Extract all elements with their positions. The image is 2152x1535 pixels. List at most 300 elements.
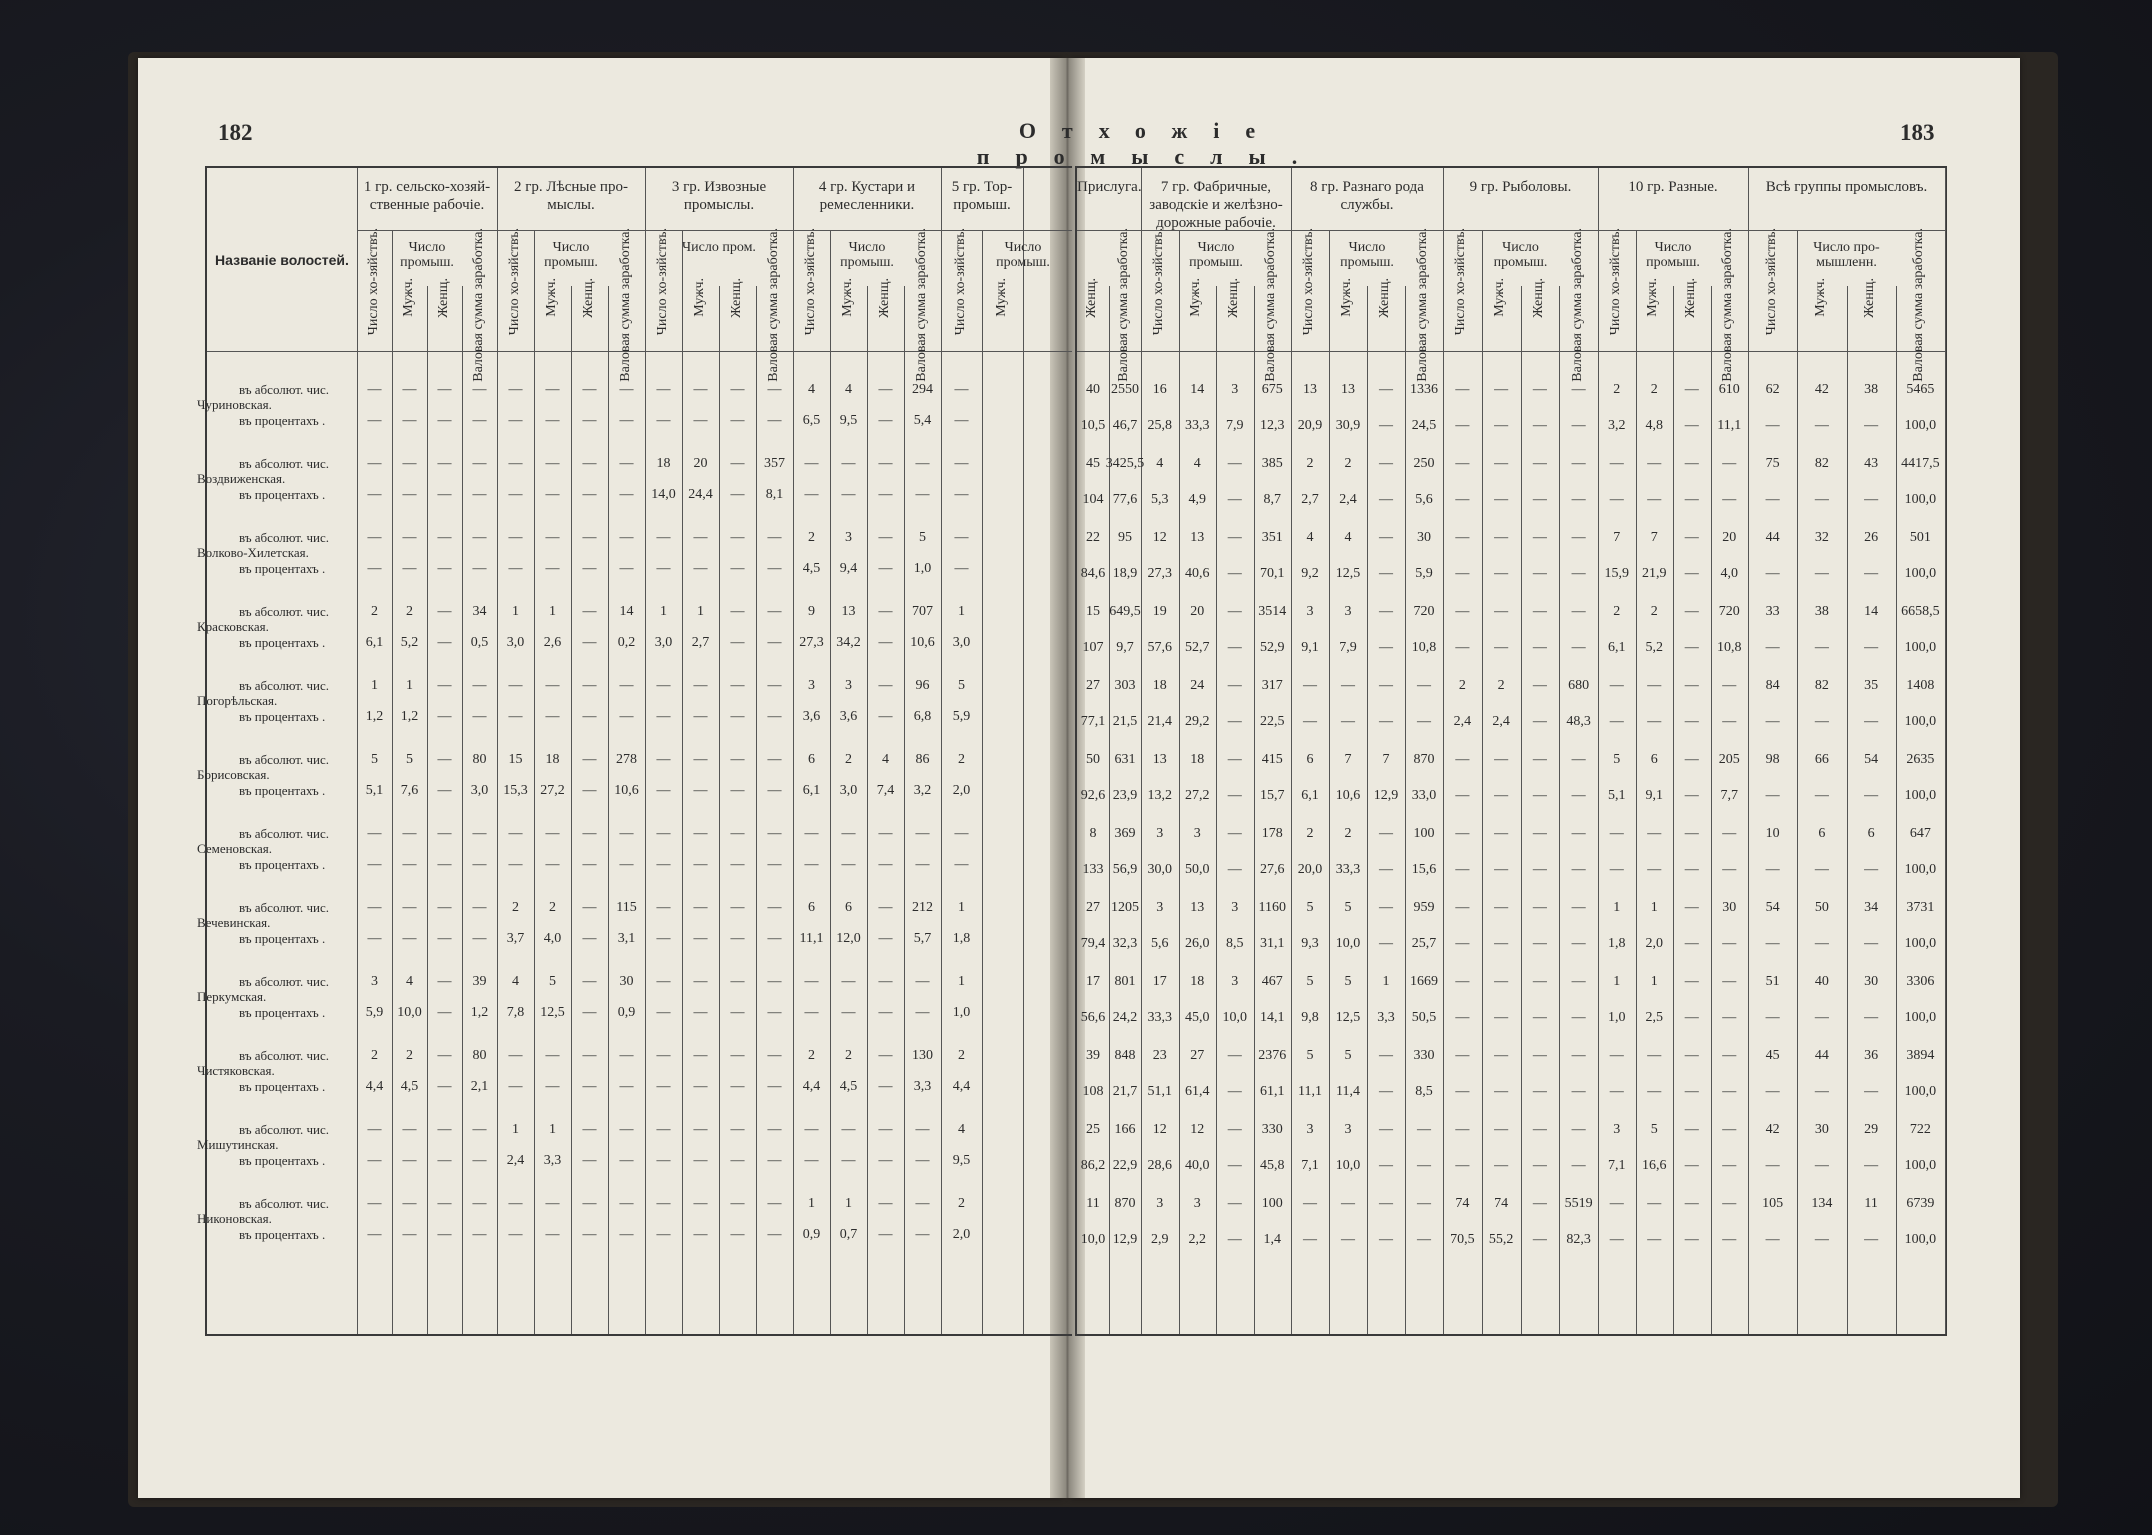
table-cell: 5519 xyxy=(1564,1196,1593,1211)
table-cell: — xyxy=(954,487,969,502)
table-cell: — xyxy=(1227,1048,1242,1063)
table-cell: 12,5 xyxy=(1335,566,1361,581)
table-cell: — xyxy=(1571,1158,1586,1173)
table-cell: 3,2 xyxy=(913,783,932,798)
table-cell: — xyxy=(1532,1158,1547,1173)
table-cell: 10,6 xyxy=(614,783,639,798)
table-cell: — xyxy=(1647,862,1662,877)
table-cell: 18 xyxy=(1190,974,1205,989)
table-cell: — xyxy=(1379,1232,1393,1247)
table-cell: — xyxy=(1684,382,1699,397)
table-cell: 133 xyxy=(1082,862,1104,877)
table-cell: — xyxy=(1455,604,1470,619)
table-cell: — xyxy=(1814,1232,1829,1247)
table-cell: 130 xyxy=(912,1048,933,1063)
table-cell: 26,0 xyxy=(1185,936,1210,951)
table-cell: — xyxy=(767,678,782,693)
table-cell: — xyxy=(1455,752,1470,767)
table-cell: — xyxy=(1494,900,1509,915)
table-cell: 3,0 xyxy=(506,635,525,650)
num-workers-header: Число промыш. xyxy=(544,240,598,270)
table-cell: — xyxy=(656,1153,671,1168)
table-cell: — xyxy=(1722,862,1737,877)
table-cell: 80 xyxy=(472,752,487,767)
table-cell: — xyxy=(1494,1084,1509,1099)
table-cell: 5,7 xyxy=(913,931,932,946)
table-cell: 31,1 xyxy=(1260,936,1285,951)
table-cell: 2 xyxy=(1613,382,1621,397)
table-cell: 7 xyxy=(1344,752,1352,767)
row-kind-abs: въ абсолют. чис. xyxy=(239,678,330,693)
table-cell: 6,5 xyxy=(802,413,821,428)
row-kind-abs: въ абсолют. чис. xyxy=(239,530,330,545)
table-cell: 100 xyxy=(1261,1196,1283,1211)
subcolumn-divider xyxy=(867,286,868,1334)
table-cell: — xyxy=(1814,640,1829,655)
table-cell: — xyxy=(545,1196,560,1211)
table-cell: — xyxy=(1494,604,1509,619)
table-cell: 2 xyxy=(406,604,413,619)
table-cell: — xyxy=(693,752,708,767)
table-cell: 27,2 xyxy=(540,783,565,798)
table-cell: 631 xyxy=(1114,752,1136,767)
table-cell: 2 xyxy=(845,752,852,767)
table-cell: 33,3 xyxy=(1335,862,1361,877)
table-cell: 5 xyxy=(1344,974,1352,989)
table-cell: 5,1 xyxy=(365,783,384,798)
table-cell: — xyxy=(1647,1084,1662,1099)
table-cell: — xyxy=(878,678,893,693)
table-cell: — xyxy=(545,456,560,471)
table-cell: — xyxy=(619,530,634,545)
column-header-male: Мужч. xyxy=(543,278,559,317)
table-cell: — xyxy=(1609,1232,1624,1247)
table-cell: — xyxy=(582,1005,597,1020)
table-cell: 46,7 xyxy=(1112,418,1138,433)
num-workers-header: Число промыш. xyxy=(996,240,1050,270)
table-cell: — xyxy=(915,1122,930,1137)
table-cell: — xyxy=(472,1153,487,1168)
table-cell: — xyxy=(437,1048,452,1063)
column-header-households: Число хо-зяйствъ. xyxy=(1607,228,1623,336)
table-cell: 86 xyxy=(915,752,930,767)
column-header-households: Число хо-зяйствъ. xyxy=(1453,228,1469,336)
table-cell: — xyxy=(1379,862,1393,877)
table-cell: — xyxy=(582,1079,597,1094)
table-cell: — xyxy=(508,826,523,841)
table-cell: — xyxy=(508,487,523,502)
table-cell: — xyxy=(1765,1010,1780,1025)
table-cell: — xyxy=(1227,862,1242,877)
table-cell: — xyxy=(730,604,745,619)
table-cell: 17 xyxy=(1152,974,1167,989)
table-cell: 357 xyxy=(764,456,785,471)
table-cell: 7,8 xyxy=(506,1005,525,1020)
table-cell: 6658,5 xyxy=(1901,604,1940,619)
table-cell: 166 xyxy=(1114,1122,1136,1137)
table-cell: — xyxy=(582,709,597,724)
table-cell: — xyxy=(878,1153,893,1168)
num-workers-header: Число про-мышленн. xyxy=(1813,240,1880,270)
table-cell: 6 xyxy=(808,752,815,767)
table-cell: 3,0 xyxy=(839,783,858,798)
group-header-r6: Прислуга. xyxy=(1077,179,1142,195)
subcolumn-divider xyxy=(1711,286,1712,1334)
table-cell: 39 xyxy=(472,974,487,989)
table-cell: — xyxy=(545,826,560,841)
table-cell: — xyxy=(804,857,819,872)
table-cell: 3 xyxy=(1193,826,1201,841)
volost-name: Семеновская. xyxy=(197,841,273,856)
table-cell: — xyxy=(878,1227,893,1242)
table-cell: 54 xyxy=(1864,752,1879,767)
table-cell: 39 xyxy=(1086,1048,1100,1063)
table-cell: 80 xyxy=(472,1048,487,1063)
table-cell: 100,0 xyxy=(1904,640,1937,655)
column-header-male: Мужч. xyxy=(1339,278,1354,317)
table-cell: — xyxy=(402,382,417,397)
table-cell: — xyxy=(656,783,671,798)
group-header-r10: 10 гр. Разные. xyxy=(1628,179,1718,195)
table-cell: — xyxy=(1532,752,1547,767)
table-cell: — xyxy=(1684,788,1699,803)
table-cell: — xyxy=(437,530,452,545)
table-cell: — xyxy=(1647,1048,1662,1063)
table-cell: — xyxy=(582,635,597,650)
table-cell: 27,2 xyxy=(1185,788,1210,803)
table-cell: 7,1 xyxy=(1608,1158,1626,1173)
table-cell: 5,2 xyxy=(400,635,419,650)
table-cell: 501 xyxy=(1909,530,1931,545)
table-cell: 3306 xyxy=(1906,974,1935,989)
table-cell: 50 xyxy=(1086,752,1100,767)
volost-name: Красковская. xyxy=(197,619,269,634)
volost-name: Чуриновская. xyxy=(197,397,272,412)
table-cell: 108 xyxy=(1082,1084,1104,1099)
num-workers-header: Число промыш. xyxy=(1646,240,1700,270)
column-header-households: Число хо-зяйствъ. xyxy=(952,228,968,336)
table-cell: 40,0 xyxy=(1185,1158,1210,1173)
table-cell: 11,4 xyxy=(1336,1084,1360,1099)
table-cell: 11 xyxy=(1864,1196,1878,1211)
column-header-female: Женщ. xyxy=(1862,278,1878,318)
table-cell: 95 xyxy=(1118,530,1132,545)
table-cell: 44 xyxy=(1765,530,1780,545)
table-cell: — xyxy=(730,487,745,502)
column-header-male: Мужч. xyxy=(839,278,855,317)
table-cell: 35 xyxy=(1864,678,1879,693)
row-kind-abs: въ абсолют. чис. xyxy=(239,604,330,619)
table-cell: — xyxy=(656,857,671,872)
table-cell: 3,0 xyxy=(470,783,489,798)
table-cell: — xyxy=(1455,382,1470,397)
table-cell: — xyxy=(1765,788,1780,803)
table-cell: 10,8 xyxy=(1717,640,1742,655)
table-cell: 21,7 xyxy=(1112,1084,1138,1099)
table-cell: — xyxy=(1494,1010,1509,1025)
table-cell: 1 xyxy=(512,604,519,619)
table-cell: 57,6 xyxy=(1147,640,1172,655)
table-cell: — xyxy=(472,826,487,841)
table-cell: 2 xyxy=(1497,678,1505,693)
table-cell: — xyxy=(915,1153,930,1168)
table-cell: — xyxy=(367,1153,382,1168)
table-cell: — xyxy=(656,826,671,841)
table-cell: 4,4 xyxy=(365,1079,384,1094)
table-cell: — xyxy=(878,1122,893,1137)
table-cell: — xyxy=(1609,492,1624,507)
table-cell: 54 xyxy=(1765,900,1780,915)
table-cell: — xyxy=(1864,566,1879,581)
table-cell: 8,7 xyxy=(1263,492,1281,507)
table-cell: 4 xyxy=(882,752,889,767)
table-cell: 1,2 xyxy=(365,709,384,724)
table-cell: — xyxy=(437,931,452,946)
table-cell: — xyxy=(1379,382,1393,397)
table-cell: — xyxy=(1722,1196,1737,1211)
table-cell: — xyxy=(402,561,417,576)
column-header-name: Названіе волостей. xyxy=(215,252,349,268)
table-cell: — xyxy=(1684,1048,1699,1063)
column-header-gross: Валовая сумма заработка. xyxy=(1569,228,1585,382)
table-cell: 8 xyxy=(1089,826,1097,841)
table-cell: — xyxy=(693,413,708,428)
table-cell: — xyxy=(730,413,745,428)
subcolumn-divider xyxy=(462,286,463,1334)
table-cell: — xyxy=(1455,640,1470,655)
table-cell: 20 xyxy=(693,456,708,471)
table-cell: 17 xyxy=(1086,974,1100,989)
table-cell: 250 xyxy=(1413,456,1435,471)
table-cell: — xyxy=(1455,1084,1470,1099)
group-header-r7: 7 гр. Фабричные, заводскіе и желѣзно-дорожные рабочіе. xyxy=(1149,179,1283,231)
table-cell: — xyxy=(1571,604,1586,619)
table-cell: 33 xyxy=(1765,604,1780,619)
table-cell: — xyxy=(878,1048,893,1063)
table-cell: — xyxy=(1532,492,1547,507)
table-cell: — xyxy=(508,678,523,693)
table-cell: — xyxy=(1455,456,1470,471)
table-cell: — xyxy=(1722,1232,1737,1247)
table-cell: 6 xyxy=(1818,826,1826,841)
table-cell: 3 xyxy=(1344,604,1352,619)
table-cell: 3 xyxy=(845,678,852,693)
column-header-male: Мужч. xyxy=(691,278,707,317)
table-cell: 13 xyxy=(841,604,856,619)
right-table xyxy=(1075,166,1947,1336)
table-cell: 33,3 xyxy=(1147,1010,1172,1025)
table-cell: — xyxy=(1609,1084,1624,1099)
table-cell: 50,5 xyxy=(1411,1010,1437,1025)
table-cell: 415 xyxy=(1261,752,1283,767)
table-cell: 100,0 xyxy=(1904,1158,1937,1173)
table-cell: 75 xyxy=(1765,456,1780,471)
table-cell: — xyxy=(1647,714,1662,729)
table-cell: — xyxy=(472,900,487,915)
table-cell: 3,3 xyxy=(543,1153,562,1168)
table-cell: — xyxy=(1765,492,1780,507)
table-cell: 24,2 xyxy=(1112,1010,1138,1025)
table-cell: — xyxy=(1571,974,1586,989)
table-cell: 7,6 xyxy=(400,783,419,798)
table-cell: 61,4 xyxy=(1185,1084,1210,1099)
table-cell: 3 xyxy=(1344,1122,1352,1137)
table-cell: — xyxy=(1227,640,1242,655)
table-cell: — xyxy=(1455,788,1470,803)
table-cell: — xyxy=(1684,1232,1699,1247)
table-cell: — xyxy=(619,1079,634,1094)
table-cell: — xyxy=(582,487,597,502)
table-cell: 4,5 xyxy=(802,561,821,576)
table-cell: — xyxy=(767,604,782,619)
table-cell: — xyxy=(767,900,782,915)
table-cell: 4 xyxy=(1193,456,1201,471)
table-cell: 1 xyxy=(958,900,965,915)
table-cell: — xyxy=(767,974,782,989)
table-cell: — xyxy=(954,530,969,545)
table-cell: 23,9 xyxy=(1112,788,1138,803)
table-cell: 385 xyxy=(1261,456,1283,471)
table-cell: 9,5 xyxy=(952,1153,971,1168)
table-cell: — xyxy=(1494,456,1509,471)
table-cell: — xyxy=(619,1153,634,1168)
table-cell: — xyxy=(1379,826,1393,841)
table-cell: 13 xyxy=(1190,530,1205,545)
table-cell: — xyxy=(878,456,893,471)
table-cell: — xyxy=(1864,1158,1879,1173)
table-cell: 3 xyxy=(1231,382,1239,397)
table-cell: — xyxy=(619,456,634,471)
table-cell: — xyxy=(367,1196,382,1211)
table-cell: — xyxy=(437,382,452,397)
table-cell: — xyxy=(1532,1084,1547,1099)
table-cell: 11 xyxy=(1086,1196,1100,1211)
table-cell: 1 xyxy=(660,604,667,619)
table-cell: — xyxy=(1455,530,1470,545)
table-cell: — xyxy=(1684,1196,1699,1211)
row-kind-abs: въ абсолют. чис. xyxy=(239,900,330,915)
table-cell: 4417,5 xyxy=(1901,456,1940,471)
table-cell: — xyxy=(1722,1048,1737,1063)
table-cell: — xyxy=(1227,714,1242,729)
table-cell: — xyxy=(367,900,382,915)
table-cell: 84 xyxy=(1765,678,1780,693)
table-cell: 6,1 xyxy=(1608,640,1626,655)
table-cell: — xyxy=(1494,862,1509,877)
table-cell: — xyxy=(1455,1122,1470,1137)
table-cell: — xyxy=(915,456,930,471)
table-cell: — xyxy=(841,1122,856,1137)
table-cell: 2,4 xyxy=(1453,714,1472,729)
table-cell: 2,0 xyxy=(952,783,971,798)
table-cell: — xyxy=(1684,714,1699,729)
table-cell: — xyxy=(1532,1232,1547,1247)
table-cell: 40,6 xyxy=(1185,566,1210,581)
table-cell: — xyxy=(508,709,523,724)
table-cell: — xyxy=(1609,678,1624,693)
table-cell: 2 xyxy=(958,752,965,767)
table-cell: 8,5 xyxy=(1226,936,1244,951)
table-cell: 21,5 xyxy=(1112,714,1138,729)
table-cell: 9,1 xyxy=(1645,788,1663,803)
group-header-5: 5 гр. Тор-промыш. xyxy=(951,179,1013,213)
table-cell: 5 xyxy=(1306,900,1314,915)
table-cell: — xyxy=(1379,604,1393,619)
subcolumn-divider xyxy=(756,286,757,1334)
table-cell: — xyxy=(1571,826,1586,841)
table-cell: — xyxy=(1684,418,1699,433)
table-cell: 3 xyxy=(371,974,378,989)
row-kind-pct: въ процентахъ . xyxy=(239,1005,326,1020)
table-cell: 10,0 xyxy=(1080,1232,1106,1247)
table-cell: 2 xyxy=(1306,826,1314,841)
column-header-female: Женщ. xyxy=(876,278,892,318)
table-cell: — xyxy=(804,487,819,502)
table-cell: 6 xyxy=(845,900,852,915)
table-cell: — xyxy=(545,1227,560,1242)
table-cell: — xyxy=(767,530,782,545)
table-cell: — xyxy=(545,857,560,872)
table-cell: 4,8 xyxy=(1645,418,1663,433)
table-cell: 707 xyxy=(912,604,933,619)
table-cell: — xyxy=(1379,936,1393,951)
row-kind-pct: въ процентахъ . xyxy=(239,1079,326,1094)
table-cell: — xyxy=(1722,1010,1737,1025)
table-cell: 3894 xyxy=(1906,1048,1935,1063)
table-cell: — xyxy=(730,530,745,545)
column-header-households: Число хо-зяйствъ. xyxy=(654,228,670,336)
table-cell: — xyxy=(1494,752,1509,767)
table-cell: 25,7 xyxy=(1411,936,1437,951)
table-cell: 9,4 xyxy=(839,561,858,576)
table-cell: 10,8 xyxy=(1411,640,1437,655)
table-cell: — xyxy=(437,1196,452,1211)
table-cell: 1 xyxy=(371,678,378,693)
table-cell: 30,9 xyxy=(1335,418,1361,433)
table-cell: — xyxy=(1494,1158,1509,1173)
table-cell: 3 xyxy=(1156,1196,1164,1211)
group-header-3: 3 гр. Извозные промыслы. xyxy=(671,179,767,213)
table-cell: 10 xyxy=(1765,826,1780,841)
group-header-underline xyxy=(357,230,1072,231)
row-kind-pct: въ процентахъ . xyxy=(239,783,326,798)
table-cell: 70,1 xyxy=(1260,566,1285,581)
table-cell: — xyxy=(1532,604,1547,619)
table-cell: 5 xyxy=(371,752,378,767)
table-cell: — xyxy=(619,826,634,841)
table-cell: 115 xyxy=(616,900,637,915)
table-cell: 3 xyxy=(808,678,815,693)
table-cell: 14,0 xyxy=(651,487,676,502)
row-kind-abs: въ абсолют. чис. xyxy=(239,974,330,989)
row-kind-pct: въ процентахъ . xyxy=(239,709,326,724)
table-cell: 27,3 xyxy=(799,635,824,650)
table-cell: — xyxy=(545,530,560,545)
table-cell: — xyxy=(693,900,708,915)
table-cell: 48,3 xyxy=(1566,714,1591,729)
subcolumn-divider xyxy=(904,286,905,1334)
table-cell: — xyxy=(367,1227,382,1242)
table-cell: — xyxy=(582,1227,597,1242)
table-cell: 5465 xyxy=(1906,382,1935,397)
table-cell: — xyxy=(767,413,782,428)
table-cell: 1 xyxy=(1613,974,1621,989)
table-cell: 3 xyxy=(1613,1122,1621,1137)
table-cell: 3 xyxy=(1156,900,1164,915)
table-cell: — xyxy=(1532,714,1547,729)
table-cell: — xyxy=(1647,492,1662,507)
table-cell: 7,9 xyxy=(1339,640,1357,655)
